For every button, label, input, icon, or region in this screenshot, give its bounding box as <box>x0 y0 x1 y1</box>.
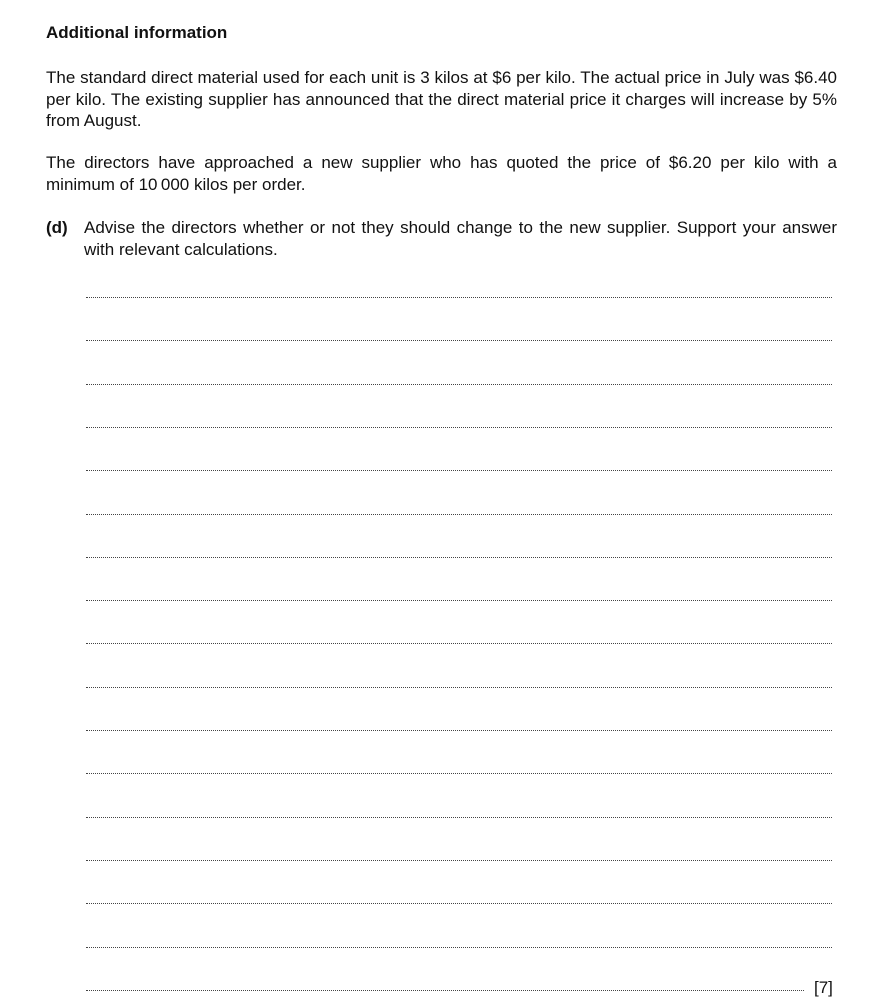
info-paragraph-2: The directors have approached a new supplier who has quoted the price of $6.20 per kilo with a minimum of 10 000 kilos per order. <box>46 153 837 194</box>
answer-line[interactable] <box>86 470 832 471</box>
info-paragraph-1: The standard direct material used for each unit is 3 kilos at $6 per kilo. The actual price in July was $6.40 per kilo. The existing supplier has announced that the direct material price it charges will increase by 5% from August. <box>46 68 837 130</box>
answer-line[interactable] <box>86 687 832 688</box>
question-label: (d) <box>46 218 68 237</box>
section-heading: Additional information <box>46 23 228 42</box>
answer-line[interactable] <box>86 297 832 298</box>
answer-line[interactable] <box>86 514 832 515</box>
answer-line[interactable] <box>86 773 832 774</box>
answer-line[interactable] <box>86 903 832 904</box>
answer-area[interactable] <box>86 0 834 1008</box>
answer-line[interactable] <box>86 730 832 731</box>
answer-line[interactable] <box>86 557 832 558</box>
answer-line[interactable] <box>86 860 832 861</box>
answer-line[interactable] <box>86 427 832 428</box>
answer-line[interactable] <box>86 947 832 948</box>
answer-line[interactable] <box>86 384 832 385</box>
answer-line[interactable] <box>86 340 832 341</box>
answer-line[interactable] <box>86 817 832 818</box>
marks-label: [7] <box>814 978 833 997</box>
answer-line[interactable] <box>86 990 804 991</box>
answer-line[interactable] <box>86 600 832 601</box>
question-text: Advise the directors whether or not they should change to the new supplier. Support your answer with relevant calculations. <box>84 218 837 259</box>
answer-line[interactable] <box>86 643 832 644</box>
